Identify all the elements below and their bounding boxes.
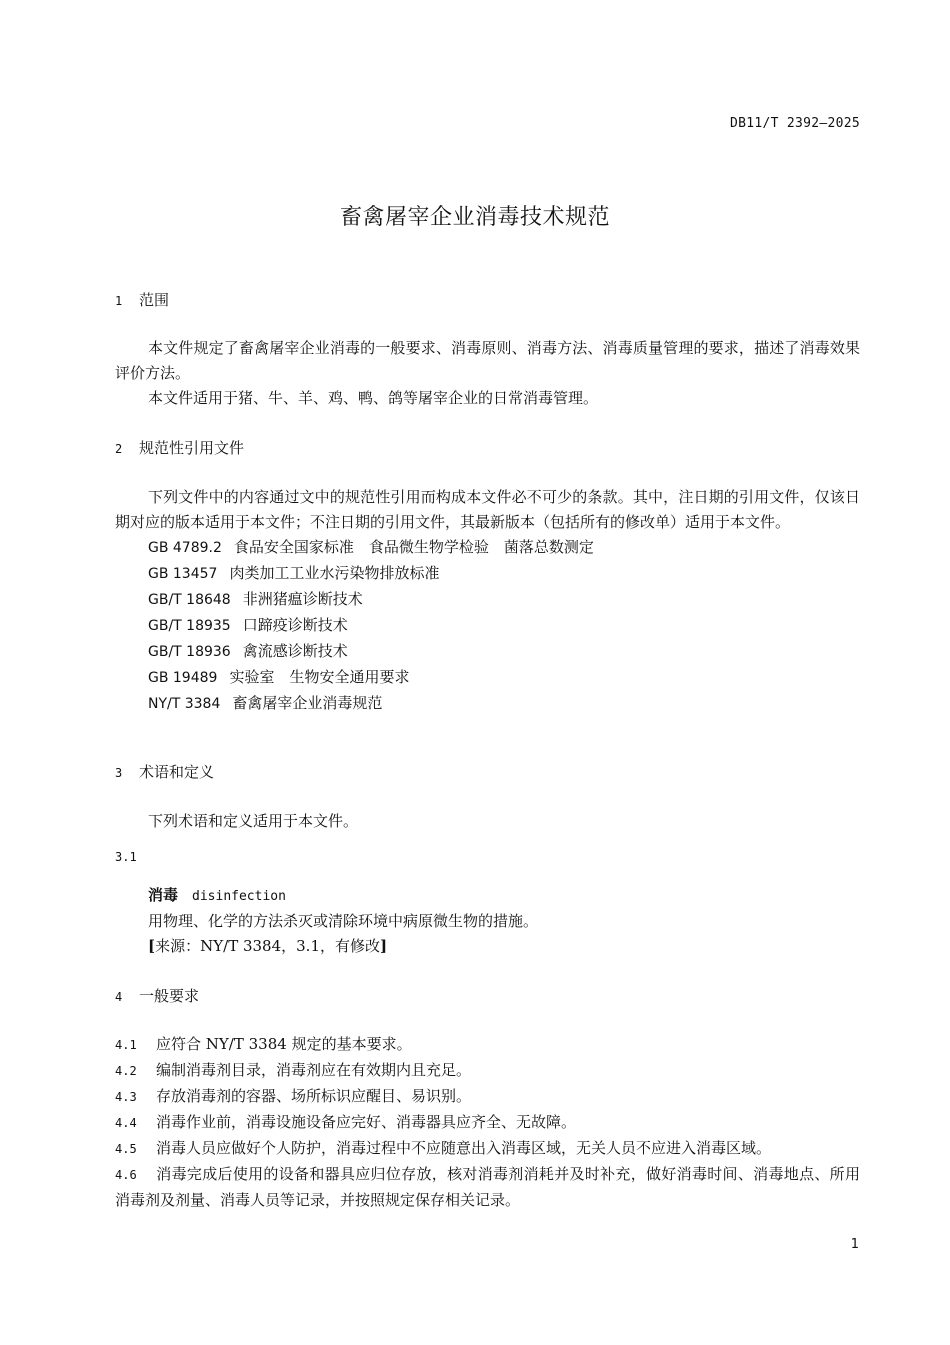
reference-title: 肉类加工工业水污染物排放标准 bbox=[229, 564, 440, 582]
terms-intro: 下列术语和定义适用于本文件。 bbox=[148, 812, 359, 830]
normative-intro: 下列文件中的内容通过文中的规范性引用而构成本文件必不可少的条款。其中，注日期的引用文件，仅该日期对应的版本适用于本文件；不注日期的引用文件，其最新版本（包括所有的修改单）适用于本文件。 bbox=[115, 488, 860, 531]
reference-item bbox=[115, 665, 860, 691]
scope-body bbox=[115, 336, 860, 411]
reference-code: GB/T 18935 bbox=[148, 618, 231, 634]
section-number: 4 bbox=[115, 990, 123, 1004]
section-terms bbox=[115, 761, 860, 782]
section-title: 范围 bbox=[139, 291, 170, 309]
section-heading-scope bbox=[115, 289, 860, 310]
reference-title: 禽流感诊断技术 bbox=[242, 642, 348, 660]
term-name-line bbox=[115, 883, 860, 909]
section-heading-normative bbox=[115, 437, 860, 458]
reference-title: 畜禽屠宰企业消毒规范 bbox=[232, 694, 383, 712]
clause-item bbox=[115, 1136, 860, 1162]
clause-number: 4.1 bbox=[115, 1038, 137, 1052]
term-definition: 用物理、化学的方法杀灭或清除环境中病原微生物的措施。 bbox=[148, 912, 539, 930]
clause-number: 4.6 bbox=[115, 1168, 137, 1182]
term-chinese: 消毒 bbox=[148, 886, 179, 904]
document-code: DB11/T 2392—2025 bbox=[729, 116, 860, 131]
reference-title: 实验室 生物安全通用要求 bbox=[229, 668, 410, 686]
reference-item bbox=[115, 561, 860, 587]
clause-item bbox=[115, 1032, 860, 1058]
section-number: 1 bbox=[115, 294, 123, 308]
reference-item bbox=[115, 691, 860, 717]
clause-item bbox=[115, 1058, 860, 1084]
scope-paragraph-2: 本文件适用于猪、牛、羊、鸡、鸭、鸽等屠宰企业的日常消毒管理。 bbox=[148, 389, 599, 407]
reference-item bbox=[115, 613, 860, 639]
clause-text: 应符合 NY/T 3384 规定的基本要求。 bbox=[156, 1035, 412, 1053]
clause-number: 4.5 bbox=[115, 1142, 137, 1156]
section-number: 2 bbox=[115, 442, 123, 456]
section-scope bbox=[115, 289, 860, 310]
clause-text: 编制消毒剂目录，消毒剂应在有效期内且充足。 bbox=[156, 1061, 472, 1079]
term-english: disinfection bbox=[192, 889, 286, 904]
section-title: 规范性引用文件 bbox=[139, 439, 245, 457]
reference-code: NY/T 3384 bbox=[148, 696, 221, 712]
term-content bbox=[115, 883, 860, 959]
source-text: 来源：NY/T 3384，3.1，有修改 bbox=[155, 937, 380, 955]
term-source bbox=[115, 934, 860, 959]
term-number: 3.1 bbox=[115, 850, 137, 864]
scope-paragraph-1: 本文件规定了畜禽屠宰企业消毒的一般要求、消毒原则、消毒方法、消毒质量管理的要求，描述了消毒效果评价方法。 bbox=[115, 339, 860, 382]
source-bracket-open: [ bbox=[148, 937, 156, 955]
section-general bbox=[115, 985, 860, 1006]
reference-code: GB 19489 bbox=[148, 670, 218, 686]
clause-item bbox=[115, 1084, 860, 1110]
general-body bbox=[115, 1032, 860, 1213]
section-heading-terms bbox=[115, 761, 860, 782]
reference-item bbox=[115, 639, 860, 665]
document-title: 畜禽屠宰企业消毒技术规范 bbox=[339, 205, 610, 230]
section-number: 3 bbox=[115, 766, 123, 780]
terms-body bbox=[115, 809, 860, 834]
clause-text: 消毒完成后使用的设备和器具应归位存放，核对消毒剂消耗并及时补充，做好消毒时间、消毒地点、所用消毒剂及剂量、消毒人员等记录，并按照规定保存相关记录。 bbox=[115, 1165, 860, 1209]
normative-body bbox=[115, 485, 860, 717]
source-bracket-close: ] bbox=[380, 937, 388, 955]
reference-title: 口蹄疫诊断技术 bbox=[242, 616, 348, 634]
reference-code: GB 4789.2 bbox=[148, 540, 222, 556]
reference-item bbox=[115, 587, 860, 613]
clause-text: 消毒作业前，消毒设施设备应完好、消毒器具应齐全、无故障。 bbox=[156, 1113, 577, 1131]
clause-number: 4.2 bbox=[115, 1064, 137, 1078]
section-normative bbox=[115, 437, 860, 458]
clause-item bbox=[115, 1110, 860, 1136]
clause-number: 4.4 bbox=[115, 1116, 137, 1130]
section-title: 一般要求 bbox=[139, 987, 200, 1005]
clause-text: 存放消毒剂的容器、场所标识应醒目、易识别。 bbox=[156, 1087, 472, 1105]
reference-code: GB 13457 bbox=[148, 566, 218, 582]
page-number: 1 bbox=[850, 1237, 859, 1252]
reference-item bbox=[115, 535, 860, 561]
reference-title: 食品安全国家标准 食品微生物学检验 菌落总数测定 bbox=[233, 538, 594, 556]
section-heading-general bbox=[115, 985, 860, 1006]
clause-item bbox=[115, 1162, 860, 1213]
clause-text: 消毒人员应做好个人防护，消毒过程中不应随意出入消毒区域，无关人员不应进入消毒区域。 bbox=[156, 1139, 772, 1157]
reference-code: GB/T 18936 bbox=[148, 644, 231, 660]
clause-number: 4.3 bbox=[115, 1090, 137, 1104]
reference-code: GB/T 18648 bbox=[148, 592, 231, 608]
section-title: 术语和定义 bbox=[139, 763, 215, 781]
term-entry bbox=[115, 850, 860, 864]
reference-title: 非洲猪瘟诊断技术 bbox=[242, 590, 363, 608]
